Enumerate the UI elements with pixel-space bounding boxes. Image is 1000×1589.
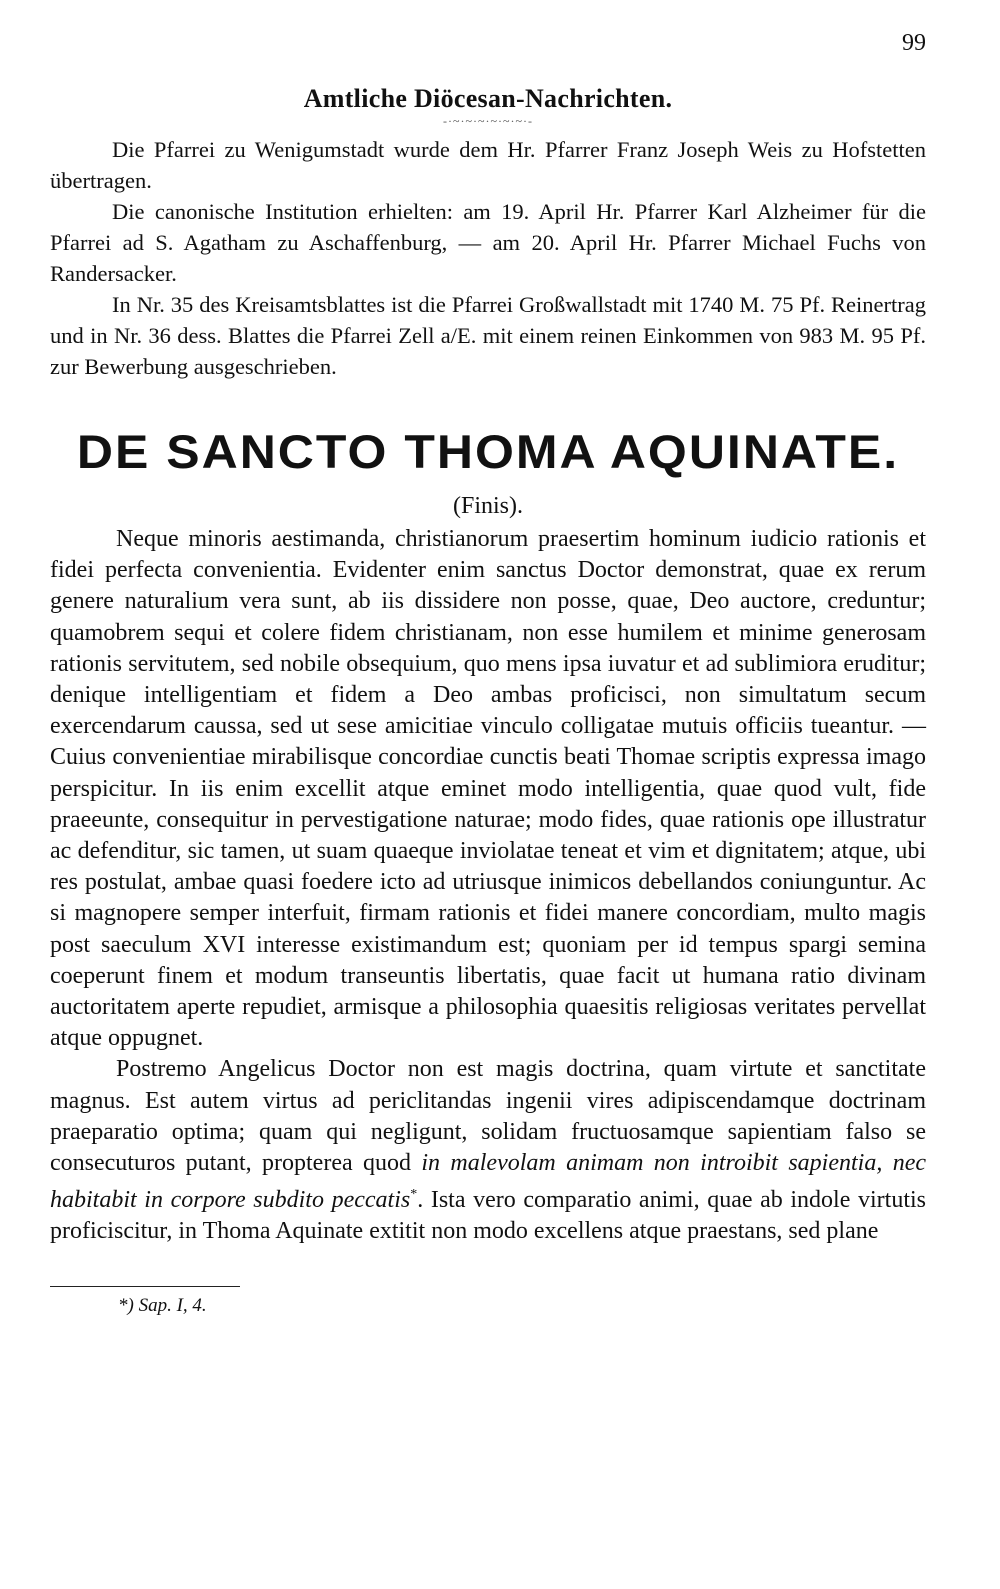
footnote-reference: *	[410, 1187, 418, 1203]
scripture-quote: in malevolam animam non introibit sapientia, nec habitabit in corpore subdito peccatis	[50, 1150, 926, 1214]
article-paragraph: Neque minoris aestimanda, christianorum praesertim hominum iudicio rationis et fidei perfecta convenientia. Evidenter enim sanctus Doctor demonstrat, quae ex rerum genere naturalium vera sunt, ab iis dissidere non posse, quae, Deo auctore, creduntur; quamobrem sequi et colere fidem christianam, non esse humilem et minime generosam rationis servitutem, sed nobile obsequium, quo mens ipsa iuvatur et ad sublimiora eruditur; denique intelligentiam et fidem a Deo ambas proficisci, non simultatum secum exercendarum caussa, sed ut sese amicitiae vinculo colligatae mutuis officiis tueantur. — Cuius convenientiae mirabilisque concordiae cunctis beati Thomae scriptis expressa imago perspicitur. In iis enim excellit atque eminet modo intelligentia, quae quod vult, fide praeeunte, consequitur in pervestigatione naturae; modo fides, quae rationis ope illustratur ac defenditur, sic tamen, ut suam quaeque inviolatae teneat et vim et dignitatem; atque, ubi res postulat, ambae quasi foedere icto ad utriusque inimicos debellandos coniunguntur. Ac si magnopere semper interfuit, firmam rationis et fidei manere concordiam, multo magis post saeculum XVI interesse existimandum est; quoniam per id tempus spargi semina coeperunt finem et modum transeuntis libertatis, quae facit ut humana ratio divinam auctoritatem aperte repudiet, armisque a philosophia quaesitis religiosas veritates pervellat atque oppugnet.	[50, 526, 926, 1052]
footnote-reference-text: Sap. I, 4.	[138, 1294, 207, 1316]
notice-paragraph: Die Pfarrei zu Wenigumstadt wurde dem Hr. Pfarrer Franz Joseph Weis zu Hofstetten übertragen.	[50, 137, 926, 193]
paragraph-text: . Ista vero comparatio animi, quae ab indole virtutis proficiscitur, in Thoma Aquinate extitit non modo excellens atque praestans, sed plane	[50, 1187, 927, 1245]
article-subtitle: (Finis).	[452, 493, 523, 519]
footnote-divider	[50, 1286, 240, 1287]
page-number: 99	[902, 30, 926, 56]
notice-paragraph: Die canonische Institution erhielten: am 19. April Hr. Pfarrer Karl Alzheimer für die Pfarrei ad S. Agatham zu Aschaffenburg, — am 20. April Hr. Pfarrer Michael Fuchs von Randersacker.	[50, 199, 926, 286]
article-paragraph	[50, 1054, 926, 1247]
page	[50, 30, 926, 1317]
notice-paragraph: In Nr. 35 des Kreisamtsblattes ist die Pfarrei Großwallstadt mit 1740 M. 75 Pf. Reinertrag und in Nr. 36 dess. Blattes die Pfarrei Zell a/E. mit einem reinen Einkommen von 983 M. 95 Pf. zur Bewerbung ausgeschrieben.	[50, 292, 926, 379]
heading-ornament: -·~·~·~·~·~·~·-	[443, 114, 533, 128]
footnote-marker: *)	[118, 1294, 134, 1316]
paragraph-text: Postremo Angelicus Doctor non est magis doctrina, quam virtute et sanctitate magnus. Est autem virtus ad periclitandas ingenii vires adipiscendamque doctrinam praeparatio optima; quam qui negligunt, solidam fructuosamque sapientiam falso se consecuturos putant, propterea quod	[50, 1056, 926, 1177]
article-title: DE SANCTO THOMA AQUINATE.	[76, 425, 900, 479]
footnote	[50, 1295, 926, 1317]
section-heading: Amtliche Diöcesan-Nachrichten.	[303, 84, 673, 113]
notices	[50, 134, 926, 382]
